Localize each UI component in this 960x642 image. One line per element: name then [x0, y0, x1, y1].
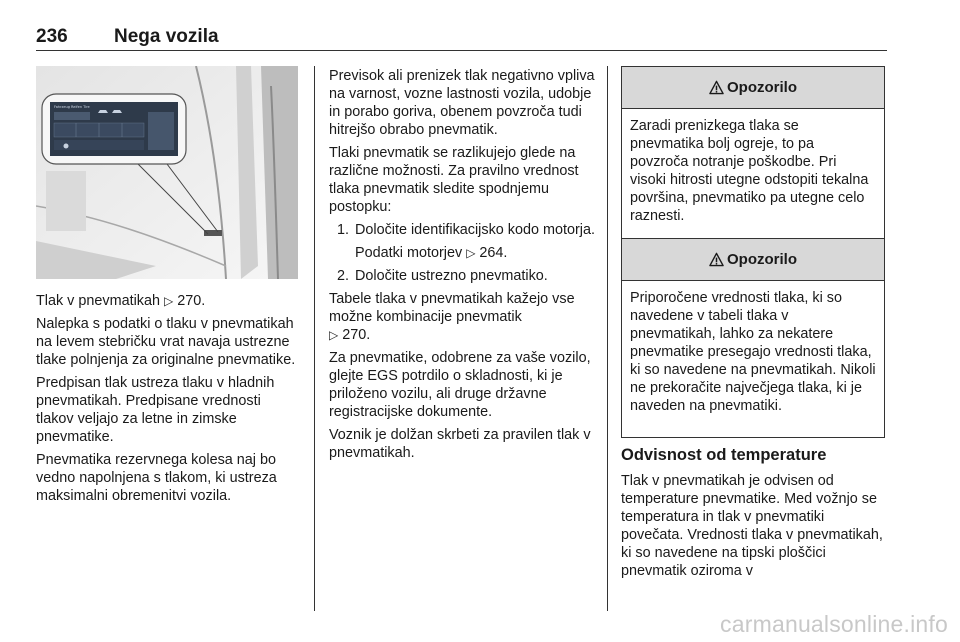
step-number: 1. — [337, 222, 350, 238]
cross-reference-icon: ▷ — [466, 246, 476, 260]
paragraph: Pnevmatika rezervnega kolesa naj bo vedno napolnjena s tlakom, ki ustreza maksimalni obremenitvi vozila. — [36, 452, 277, 504]
column-1 — [36, 292, 298, 510]
list-item — [329, 221, 597, 262]
procedure-steps — [329, 221, 597, 285]
warning-box — [621, 66, 885, 253]
paragraph: Nalepka s podatki o tlaku v pnevmatikah na levem stebričku vrat navaja ustrezne tlake polnjenja za originalne pnevmatike. — [36, 316, 296, 368]
warning-triangle-icon — [709, 80, 724, 95]
watermark: carmanualsonline.info — [720, 611, 948, 637]
step-subtext: Podatki motorjev ▷ 264. — [355, 245, 508, 261]
column-divider-1 — [314, 66, 315, 611]
step-text: Določite identifikacijsko kodo motorja. — [355, 222, 595, 238]
warning-header — [622, 239, 884, 281]
warning-text: Zaradi prenizkega tlaka se pnevmatika bolj ogreje, to pa povzroča notranje poškodbe. Pri visoki hitrosti utegne odstopiti tekalna površina, pnevmatiko pa utegne celo raznesti. — [630, 118, 869, 224]
cross-reference-icon: ▷ — [329, 328, 339, 342]
list-item — [329, 267, 597, 285]
tire-label-figure — [36, 66, 298, 279]
section-heading: Odvisnost od temperature — [621, 446, 827, 464]
warning-title: Opozorilo — [727, 251, 797, 268]
door-pillar-illustration — [36, 66, 298, 279]
header-divider — [36, 50, 887, 51]
page-header — [36, 26, 886, 52]
label-tiny-text: Fahrzeug Reifen Tire — [54, 105, 90, 109]
column-2 — [329, 67, 597, 467]
warning-title: Opozorilo — [727, 79, 797, 96]
column-3 — [621, 446, 889, 585]
cross-reference-link[interactable]: 264. — [479, 245, 508, 261]
warning-header — [622, 67, 884, 109]
page-title: Nega vozila — [114, 26, 219, 47]
cross-reference-icon: ▷ — [163, 294, 174, 308]
paragraph: Previsok ali prenizek tlak negativno vpliva na varnost, vozne lastnosti vozila, udobje in porabo goriva, obenem povzroča tudi hitrejšo obrabo pnevmatik. — [329, 68, 595, 138]
figure-caption: Tlak v pnevmatikah ▷ 270. — [36, 293, 206, 309]
page-number: 236 — [36, 26, 68, 47]
warning-triangle-icon — [709, 252, 724, 267]
cross-reference-link[interactable]: 270. — [342, 327, 371, 343]
warning-text: Priporočene vrednosti tlaka, ki so navedene v tabeli tlaka v pnevmatikah, lahko za nekatere pnevmatike presegajo vrednosti tlaka, ki so navedene na pnevmatikah. Nikoli ne prekoračite največjega tlaka, ki je naveden na pnevmatiki. — [630, 290, 876, 414]
paragraph: Tabele tlaka v pnevmatikah kažejo vse možne kombinacije pnevmatik ▷ 270. — [329, 291, 575, 343]
paragraph: Tlaki pnevmatik se razlikujejo glede na različne možnosti. Za pravilno vrednost tlaka pnevmatik sledite spodnjemu postopku: — [329, 145, 579, 215]
step-number: 2. — [337, 268, 350, 284]
paragraph: Predpisan tlak ustreza tlaku v hladnih pnevmatikah. Predpisane vrednosti tlakov veljajo za letne in zimske pnevmatike. — [36, 375, 275, 445]
paragraph: Voznik je dolžan skrbeti za pravilen tlak v pnevmatikah. — [329, 427, 591, 461]
step-text: Določite ustrezno pnevmatiko. — [355, 268, 548, 284]
paragraph: Tlak v pnevmatikah je odvisen od temperature pnevmatike. Med vožnjo se temperatura in tlak v pnevmatiki povečata. Vrednosti tlaka v pnevmatikah, ki so navedene na tipski ploščici pnevmatik oziroma v — [621, 473, 883, 579]
warning-box — [621, 238, 885, 438]
column-divider-2 — [607, 66, 608, 611]
cross-reference-link[interactable]: 270. — [177, 293, 206, 309]
paragraph: Za pnevmatike, odobrene za vaše vozilo, glejte EGS potrdilo o skladnosti, ki je priloženo vozilu, ali druge državne registracijske dokumente. — [329, 350, 591, 420]
